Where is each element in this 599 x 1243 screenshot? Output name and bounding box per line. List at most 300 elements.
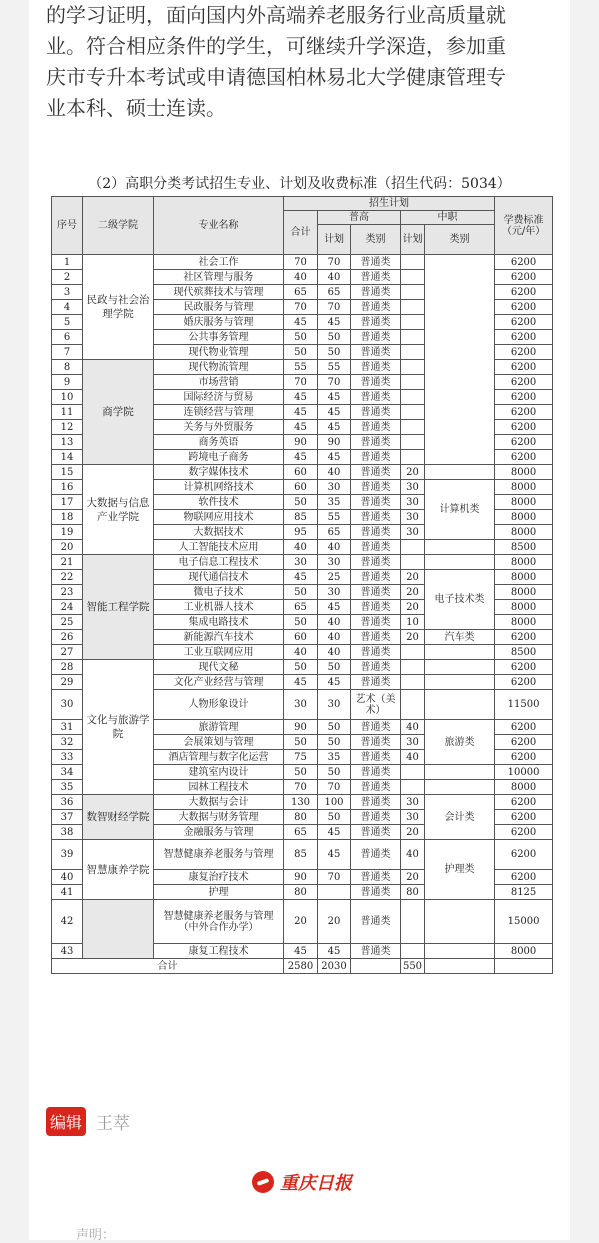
table-row: [52, 795, 553, 810]
vocational-plan: 20: [401, 570, 425, 585]
row-seq: 26: [52, 630, 83, 645]
plan-total: 90: [284, 870, 318, 885]
tuition-fee: 6200: [495, 345, 553, 360]
plan-total: 60: [284, 465, 318, 480]
vocational-plan: [401, 255, 425, 270]
general-plan: 40: [318, 465, 351, 480]
general-category: 普通类: [351, 525, 401, 540]
totals-label: 合计: [52, 959, 284, 974]
vocational-category: 电子技术类: [425, 570, 495, 630]
header-vplan: 计划: [401, 225, 425, 255]
major-name: 计算机网络技术: [154, 480, 284, 495]
row-seq: 37: [52, 810, 83, 825]
general-plan: 35: [318, 495, 351, 510]
totals-plan: 2580: [284, 959, 318, 974]
general-category: 普通类: [351, 255, 401, 270]
general-plan: 40: [318, 615, 351, 630]
row-seq: 33: [52, 750, 83, 765]
major-name: 现代文秘: [154, 660, 284, 675]
vocational-category: 旅游类: [425, 720, 495, 765]
row-seq: 41: [52, 885, 83, 900]
major-name: 连锁经营与管理: [154, 405, 284, 420]
major-name: 大数据技术: [154, 525, 284, 540]
row-seq: 28: [52, 660, 83, 675]
row-seq: 43: [52, 944, 83, 959]
row-seq: 22: [52, 570, 83, 585]
general-plan: 40: [318, 645, 351, 660]
row-seq: 19: [52, 525, 83, 540]
tuition-fee: 6200: [495, 255, 553, 270]
row-seq: 14: [52, 450, 83, 465]
tuition-fee: 6200: [495, 795, 553, 810]
general-plan: 50: [318, 735, 351, 750]
general-plan: 45: [318, 600, 351, 615]
table-caption: （2）高职分类考试招生专业、计划及收费标准（招生代码：5034）: [88, 176, 511, 192]
general-plan: 45: [318, 315, 351, 330]
major-name: 新能源汽车技术: [154, 630, 284, 645]
major-name: 大数据与会计: [154, 795, 284, 810]
tuition-fee: 8000: [495, 510, 553, 525]
row-seq: 11: [52, 405, 83, 420]
general-plan: 90: [318, 435, 351, 450]
row-seq: 15: [52, 465, 83, 480]
general-category: 普通类: [351, 270, 401, 285]
vocational-plan: 40: [401, 750, 425, 765]
editor-name: 王萃: [96, 1114, 131, 1134]
general-plan: 100: [318, 795, 351, 810]
plan-total: 60: [284, 630, 318, 645]
row-seq: 38: [52, 825, 83, 840]
plan-total: 50: [284, 585, 318, 600]
header-seq: 序号: [52, 197, 83, 255]
header-plan-count: 计划: [318, 225, 351, 255]
tuition-fee: 10000: [495, 765, 553, 780]
tuition-fee: 6200: [495, 735, 553, 750]
tuition-fee: 8000: [495, 495, 553, 510]
row-seq: 39: [52, 840, 83, 870]
general-plan: 70: [318, 300, 351, 315]
general-category: 普通类: [351, 870, 401, 885]
major-name: 酒店管理与数字化运营: [154, 750, 284, 765]
vocational-plan: [401, 555, 425, 570]
general-plan: 45: [318, 840, 351, 870]
general-category: 普通类: [351, 465, 401, 480]
major-name: 集成电路技术: [154, 615, 284, 630]
major-name: 文化产业经营与管理: [154, 675, 284, 690]
tuition-fee: 6200: [495, 630, 553, 645]
major-name: 婚庆服务与管理: [154, 315, 284, 330]
general-category: 普通类: [351, 900, 401, 944]
vocational-category: [425, 690, 495, 720]
vocational-plan: 30: [401, 525, 425, 540]
row-seq: 21: [52, 555, 83, 570]
general-category: 普通类: [351, 420, 401, 435]
vocational-category: [425, 555, 495, 570]
major-name: 微电子技术: [154, 585, 284, 600]
vocational-plan: [401, 405, 425, 420]
vocational-plan: 30: [401, 810, 425, 825]
vocational-plan: 40: [401, 720, 425, 735]
plan-total: 70: [284, 780, 318, 795]
tuition-fee: 6200: [495, 660, 553, 675]
general-category: 普通类: [351, 615, 401, 630]
totals-row: [52, 959, 553, 974]
vocational-category: 会计类: [425, 795, 495, 840]
college-name: 民政与社会治理学院: [83, 255, 154, 360]
general-plan: 55: [318, 360, 351, 375]
college-name: [83, 900, 154, 959]
major-name: 智慧健康养老服务与管理: [154, 840, 284, 870]
vocational-plan: 20: [401, 630, 425, 645]
college-name: 大数据与信息产业学院: [83, 465, 154, 555]
editor-tag: 编辑: [46, 1107, 86, 1136]
major-name: 护理: [154, 885, 284, 900]
major-name: 康复工程技术: [154, 944, 284, 959]
plan-total: 50: [284, 615, 318, 630]
tuition-fee: 8000: [495, 615, 553, 630]
row-seq: 9: [52, 375, 83, 390]
row-seq: 18: [52, 510, 83, 525]
row-seq: 24: [52, 600, 83, 615]
row-seq: 4: [52, 300, 83, 315]
general-category: 普通类: [351, 345, 401, 360]
general-plan: 45: [318, 390, 351, 405]
general-plan: 50: [318, 810, 351, 825]
vocational-plan: [401, 285, 425, 300]
row-seq: 23: [52, 585, 83, 600]
logo-text: 重庆日报: [280, 1173, 352, 1194]
declaration-label: 声明：: [76, 1228, 116, 1243]
tuition-fee: 6200: [495, 720, 553, 735]
plan-total: 50: [284, 660, 318, 675]
plan-total: 75: [284, 750, 318, 765]
vocational-plan: 30: [401, 510, 425, 525]
major-name: 跨境电子商务: [154, 450, 284, 465]
row-seq: 34: [52, 765, 83, 780]
vocational-category: [425, 780, 495, 795]
row-seq: 12: [52, 420, 83, 435]
major-name: 人物形象设计: [154, 690, 284, 720]
plan-total: 50: [284, 330, 318, 345]
general-plan: 45: [318, 420, 351, 435]
vocational-category: 汽车类: [425, 630, 495, 645]
major-name: 民政服务与管理: [154, 300, 284, 315]
general-plan: 70: [318, 780, 351, 795]
tuition-fee: 8000: [495, 585, 553, 600]
tuition-fee: 11500: [495, 690, 553, 720]
major-name: 现代殡葬技术与管理: [154, 285, 284, 300]
general-category: 普通类: [351, 645, 401, 660]
general-category: 普通类: [351, 660, 401, 675]
vocational-plan: [401, 540, 425, 555]
general-category: 普通类: [351, 735, 401, 750]
college-name: 智慧康养学院: [83, 840, 154, 900]
major-name: 旅游管理: [154, 720, 284, 735]
major-name: 会展策划与管理: [154, 735, 284, 750]
vocational-plan: [401, 420, 425, 435]
vocational-plan: [401, 375, 425, 390]
major-name: 工业互联网应用: [154, 645, 284, 660]
plan-total: 45: [284, 390, 318, 405]
logo-mark-icon: [252, 1171, 274, 1193]
plan-total: 65: [284, 285, 318, 300]
tuition-fee: 6200: [495, 300, 553, 315]
tuition-fee: 6200: [495, 285, 553, 300]
plan-total: 80: [284, 885, 318, 900]
tuition-fee: 6200: [495, 675, 553, 690]
plan-total: 40: [284, 270, 318, 285]
row-seq: 27: [52, 645, 83, 660]
plan-total: 45: [284, 675, 318, 690]
major-name: 现代通信技术: [154, 570, 284, 585]
general-category: 普通类: [351, 510, 401, 525]
vocational-plan: [401, 300, 425, 315]
general-plan: 30: [318, 690, 351, 720]
vocational-plan: [401, 645, 425, 660]
vocational-plan: 20: [401, 585, 425, 600]
tuition-fee: 8000: [495, 465, 553, 480]
plan-total: 45: [284, 405, 318, 420]
vocational-plan: [401, 765, 425, 780]
totals-blank: [495, 959, 553, 974]
major-name: 现代物流管理: [154, 360, 284, 375]
header-vcategory: 类别: [425, 225, 495, 255]
general-plan: 45: [318, 405, 351, 420]
plan-total: 45: [284, 315, 318, 330]
general-plan: 70: [318, 870, 351, 885]
general-category: 普通类: [351, 570, 401, 585]
general-category: 普通类: [351, 675, 401, 690]
major-name: 商务英语: [154, 435, 284, 450]
enrollment-table: [51, 196, 553, 974]
general-plan: 25: [318, 570, 351, 585]
vocational-category: [425, 900, 495, 944]
vocational-plan: [401, 270, 425, 285]
tuition-fee: 6200: [495, 840, 553, 870]
general-plan: 50: [318, 345, 351, 360]
row-seq: 30: [52, 690, 83, 720]
totals-blank: [351, 959, 401, 974]
tuition-fee: 6200: [495, 375, 553, 390]
row-seq: 29: [52, 675, 83, 690]
plan-total: 65: [284, 600, 318, 615]
table-row: [52, 465, 553, 480]
vocational-plan: [401, 690, 425, 720]
general-plan: 65: [318, 525, 351, 540]
general-category: 普通类: [351, 720, 401, 735]
row-seq: 20: [52, 540, 83, 555]
general-category: 普通类: [351, 765, 401, 780]
vocational-plan: 30: [401, 735, 425, 750]
plan-total: 30: [284, 555, 318, 570]
college-name: 智能工程学院: [83, 555, 154, 660]
college-name: 数智财经学院: [83, 795, 154, 840]
major-name: 社会工作: [154, 255, 284, 270]
vocational-category: [425, 660, 495, 675]
totals-blank: [425, 959, 495, 974]
general-category: 普通类: [351, 810, 401, 825]
tuition-fee: 6200: [495, 450, 553, 465]
major-name: 国际经济与贸易: [154, 390, 284, 405]
row-seq: 13: [52, 435, 83, 450]
plan-total: 50: [284, 765, 318, 780]
general-plan: 50: [318, 330, 351, 345]
vocational-plan: [401, 450, 425, 465]
general-category: 普通类: [351, 540, 401, 555]
vocational-category: [425, 255, 495, 465]
plan-total: 30: [284, 690, 318, 720]
general-plan: 50: [318, 720, 351, 735]
row-seq: 36: [52, 795, 83, 810]
vocational-plan: [401, 435, 425, 450]
tuition-fee: 6200: [495, 870, 553, 885]
general-plan: 45: [318, 450, 351, 465]
header-major: 专业名称: [154, 197, 284, 255]
intro-line: 的学习证明，面向国内外高端养老服务行业高质量就: [46, 3, 506, 27]
row-seq: 7: [52, 345, 83, 360]
plan-total: 45: [284, 450, 318, 465]
plan-total: 60: [284, 480, 318, 495]
plan-total: 70: [284, 375, 318, 390]
row-seq: 40: [52, 870, 83, 885]
college-name: 文化与旅游学院: [83, 660, 154, 795]
plan-total: 40: [284, 645, 318, 660]
general-category: 普通类: [351, 750, 401, 765]
plan-total: 55: [284, 360, 318, 375]
tuition-fee: 8500: [495, 645, 553, 660]
tuition-fee: 6200: [495, 390, 553, 405]
plan-total: 90: [284, 435, 318, 450]
tuition-fee: 6200: [495, 405, 553, 420]
vocational-plan: [401, 780, 425, 795]
row-seq: 10: [52, 390, 83, 405]
row-seq: 35: [52, 780, 83, 795]
vocational-plan: 10: [401, 615, 425, 630]
vocational-category: [425, 675, 495, 690]
vocational-plan: 30: [401, 495, 425, 510]
row-seq: 17: [52, 495, 83, 510]
header-vocational: 中职: [401, 211, 495, 225]
major-name: 软件技术: [154, 495, 284, 510]
general-plan: 30: [318, 555, 351, 570]
general-plan: 40: [318, 270, 351, 285]
vocational-category: 计算机类: [425, 480, 495, 540]
vocational-plan: [401, 315, 425, 330]
major-name: 智慧健康养老服务与管理（中外合作办学）: [154, 900, 284, 944]
row-seq: 32: [52, 735, 83, 750]
general-plan: 30: [318, 585, 351, 600]
vocational-plan: [401, 360, 425, 375]
general-category: 普通类: [351, 450, 401, 465]
vocational-plan: [401, 345, 425, 360]
general-plan: 70: [318, 375, 351, 390]
tuition-fee: 8000: [495, 525, 553, 540]
tuition-fee: 8125: [495, 885, 553, 900]
tuition-fee: 8000: [495, 555, 553, 570]
row-seq: 1: [52, 255, 83, 270]
general-category: 普通类: [351, 825, 401, 840]
vocational-plan: 40: [401, 840, 425, 870]
college-name: 商学院: [83, 360, 154, 465]
vocational-plan: [401, 390, 425, 405]
tuition-fee: 6200: [495, 315, 553, 330]
row-seq: 5: [52, 315, 83, 330]
table-row: [52, 255, 553, 270]
tuition-fee: 8000: [495, 780, 553, 795]
tuition-fee: 8500: [495, 540, 553, 555]
general-category: 普通类: [351, 480, 401, 495]
general-category: 普通类: [351, 495, 401, 510]
general-category: 普通类: [351, 375, 401, 390]
general-plan: 50: [318, 765, 351, 780]
header-college: 二级学院: [83, 197, 154, 255]
plan-total: 70: [284, 300, 318, 315]
row-seq: 25: [52, 615, 83, 630]
row-seq: 16: [52, 480, 83, 495]
vocational-category: [425, 944, 495, 959]
editor-credit: [46, 1107, 130, 1136]
tuition-fee: 6200: [495, 825, 553, 840]
vocational-plan: [401, 900, 425, 944]
major-name: 数字媒体技术: [154, 465, 284, 480]
vocational-plan: 20: [401, 600, 425, 615]
table-row: [52, 840, 553, 870]
row-seq: 31: [52, 720, 83, 735]
header-general: 普高: [318, 211, 401, 225]
vocational-plan: 20: [401, 825, 425, 840]
vocational-category: [425, 645, 495, 660]
totals-vocational: 550: [401, 959, 425, 974]
tuition-fee: 8000: [495, 944, 553, 959]
general-plan: 40: [318, 540, 351, 555]
tuition-fee: 6200: [495, 330, 553, 345]
general-category: 艺术（美术）: [351, 690, 401, 720]
vocational-category: [425, 465, 495, 480]
general-plan: 45: [318, 825, 351, 840]
vocational-category: [425, 765, 495, 780]
general-plan: 20: [318, 900, 351, 944]
major-name: 物联网应用技术: [154, 510, 284, 525]
row-seq: 3: [52, 285, 83, 300]
table-row: [52, 660, 553, 675]
vocational-plan: 30: [401, 795, 425, 810]
plan-total: 45: [284, 944, 318, 959]
general-category: 普通类: [351, 885, 401, 900]
general-category: 普通类: [351, 840, 401, 870]
plan-total: 50: [284, 735, 318, 750]
row-seq: 6: [52, 330, 83, 345]
general-plan: 40: [318, 630, 351, 645]
plan-total: 65: [284, 825, 318, 840]
general-plan: 35: [318, 750, 351, 765]
major-name: 公共事务管理: [154, 330, 284, 345]
plan-total: 45: [284, 420, 318, 435]
vocational-plan: 80: [401, 885, 425, 900]
general-plan: 65: [318, 285, 351, 300]
tuition-fee: 15000: [495, 900, 553, 944]
vocational-category: 护理类: [425, 840, 495, 900]
general-plan: 55: [318, 510, 351, 525]
major-name: 人工智能技术应用: [154, 540, 284, 555]
tuition-fee: 6200: [495, 435, 553, 450]
plan-total: 95: [284, 525, 318, 540]
general-category: 普通类: [351, 555, 401, 570]
major-name: 建筑室内设计: [154, 765, 284, 780]
plan-total: 80: [284, 810, 318, 825]
general-category: 普通类: [351, 390, 401, 405]
general-category: 普通类: [351, 315, 401, 330]
header-plan: 招生计划: [284, 197, 495, 211]
